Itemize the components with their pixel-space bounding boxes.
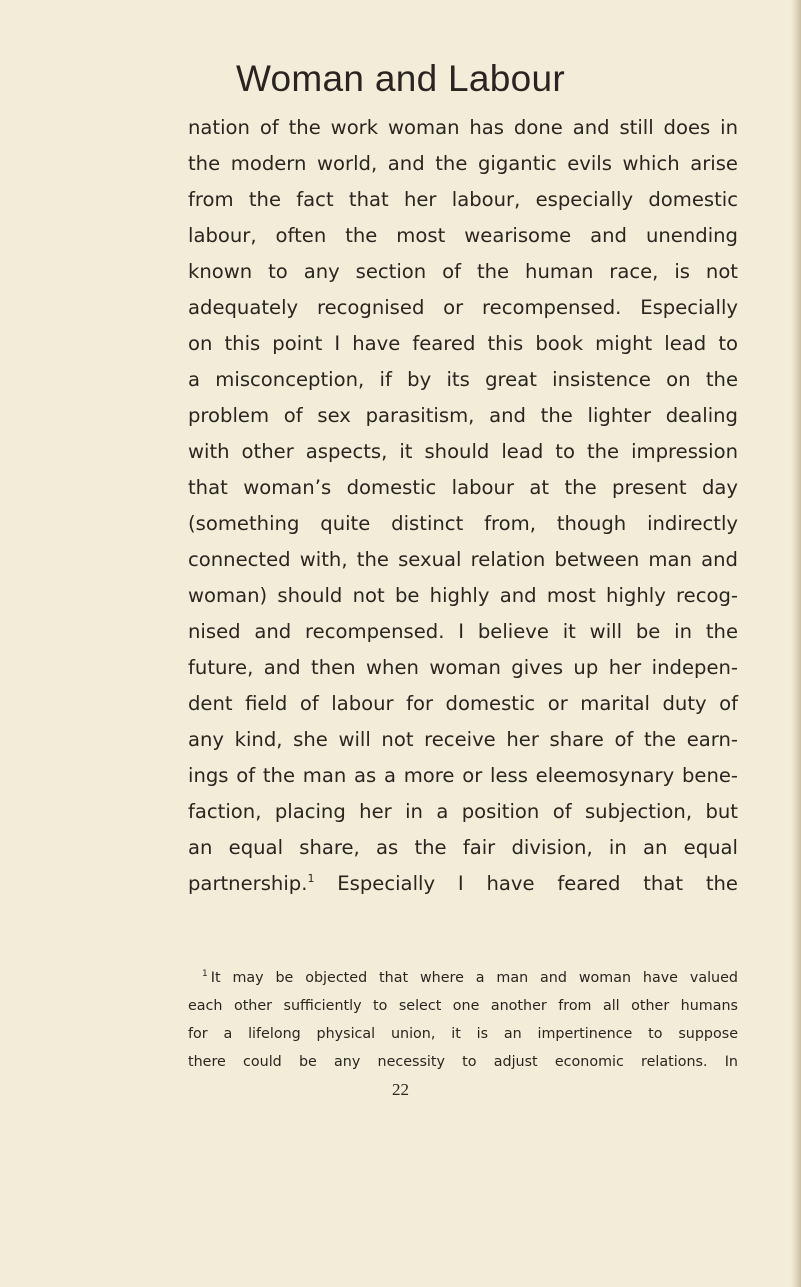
body-line: a misconception, if by its great insistence on the — [188, 368, 738, 391]
footnote-reference: 1 — [307, 872, 315, 885]
body-line: any kind, she will not receive her share of the earn- — [188, 728, 738, 751]
body-line: (something quite distinct from, though indirectly — [188, 512, 738, 535]
body-line: future, and then when woman gives up her indepen- — [188, 656, 738, 679]
body-line-text: partnership. — [188, 872, 308, 895]
footnote — [188, 964, 738, 1076]
footnote-line: there could be any necessity to adjust economic relations. In — [188, 1054, 738, 1070]
body-line: nised and recompensed. I believe it will be in the — [188, 620, 738, 643]
page-number: 22 — [392, 1080, 409, 1099]
footnote-text: It may be objected that where a man and woman have valued — [210, 970, 738, 986]
running-head: Woman and Labour — [235, 58, 566, 99]
body-line: ings of the man as a more or less eleemosynary bene- — [188, 764, 738, 787]
body-line-text: Especially I have feared that the — [314, 872, 738, 895]
body-line: problem of sex parasitism, and the lighter dealing — [188, 404, 738, 427]
body-line: woman) should not be highly and most highly recog- — [188, 584, 738, 607]
body-line: connected with, the sexual relation between man and — [188, 548, 738, 571]
body-line: an equal share, as the fair division, in an equal — [188, 836, 738, 859]
body-text — [188, 110, 738, 902]
body-line: labour, often the most wearisome and unending — [188, 224, 738, 247]
body-line: the modern world, and the gigantic evils which arise — [188, 152, 738, 175]
body-line: with other aspects, it should lead to the impression — [188, 440, 738, 463]
footnote-marker: 1 — [202, 969, 208, 979]
footnote-line — [188, 964, 738, 992]
body-line: adequately recognised or recompensed. Especially — [188, 296, 738, 319]
footnote-line: each other sufficiently to select one another from all other humans — [188, 998, 738, 1014]
body-line: dent field of labour for domestic or marital duty of — [188, 692, 738, 715]
body-line: known to any section of the human race, is not — [188, 260, 738, 283]
body-line: that woman’s domestic labour at the present day — [188, 476, 738, 499]
body-line-last — [188, 866, 738, 902]
footnote-line: for a lifelong physical union, it is an impertinence to suppose — [188, 1026, 738, 1042]
body-line: from the fact that her labour, especially domestic — [188, 188, 738, 211]
body-line: nation of the work woman has done and still does in — [188, 116, 738, 139]
body-line: on this point I have feared this book might lead to — [188, 332, 738, 355]
body-line: faction, placing her in a position of subjection, but — [188, 800, 738, 823]
